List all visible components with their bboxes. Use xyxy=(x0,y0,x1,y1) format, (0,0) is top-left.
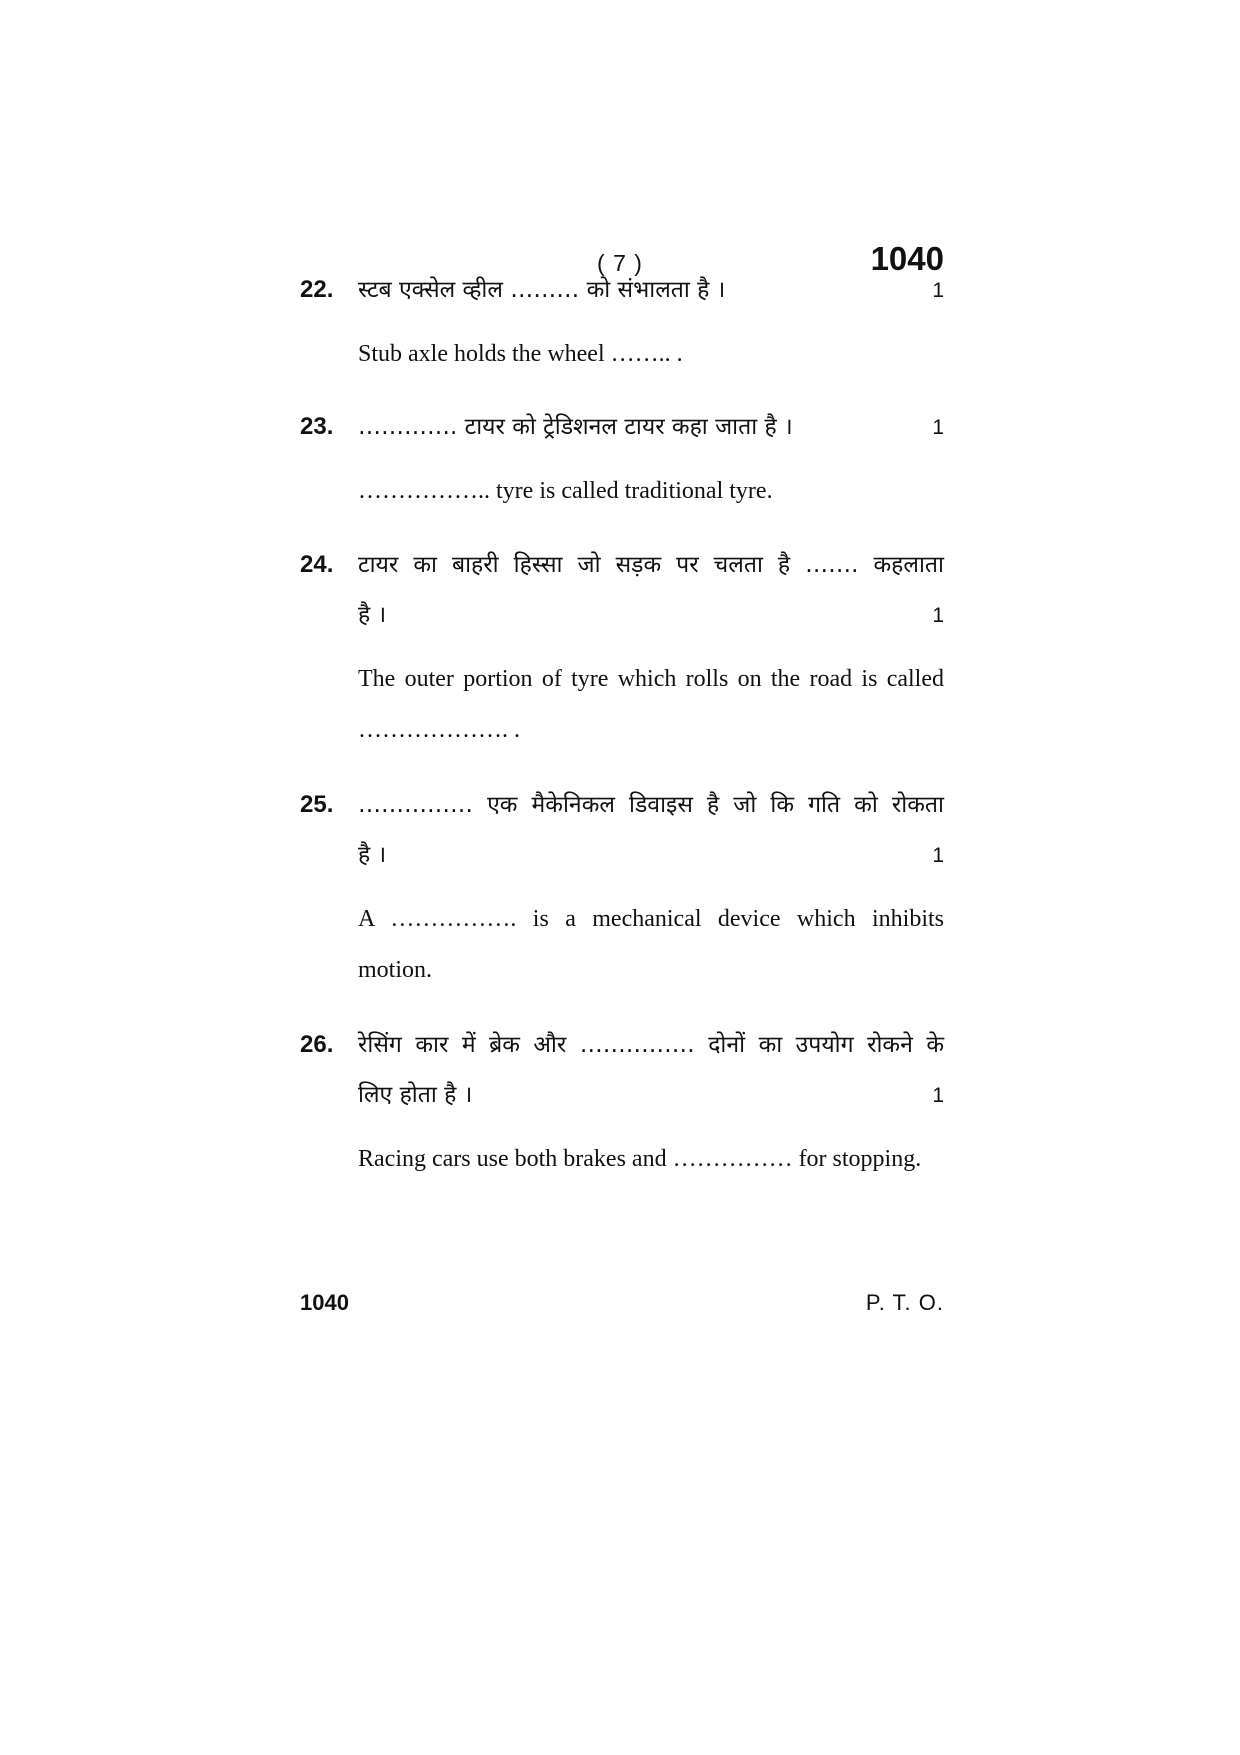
question-hindi-line: टायर का बाहरी हिस्सा जो सड़क पर चलता है ……. कहलाता xyxy=(358,552,944,578)
question-hindi-line: स्टब एक्सेल व्हील ……… को संभालता है । xyxy=(358,277,726,303)
question-number: 22. xyxy=(300,276,334,303)
question-number: 25. xyxy=(300,791,334,818)
question-english: A ……………. is a mechanical device which inhibits motion. xyxy=(358,906,944,983)
question-number: 26. xyxy=(300,1031,334,1058)
question-hindi-line: रेसिंग कार में ब्रेक और …………… दोनों का उपयोग रोकने के xyxy=(358,1032,944,1058)
question-hindi-line: लिए होता है । xyxy=(358,1082,473,1108)
question-hindi-line: …………… एक मैकेनिकल डिवाइस है जो कि गति को रोकता xyxy=(358,792,944,818)
question-hindi-line: …………. टायर को ट्रेडिशनल टायर कहा जाता है । xyxy=(358,414,793,440)
question-number: 24. xyxy=(300,551,334,578)
question-marks: 1 xyxy=(932,279,944,302)
pto-label: P. T. O. xyxy=(865,1290,944,1315)
question-hindi-line: है । xyxy=(358,842,387,868)
question-marks: 1 xyxy=(932,1084,944,1107)
paper-code-header: 1040 xyxy=(870,240,944,277)
question-english: Stub axle holds the wheel …….. . xyxy=(358,341,683,367)
question-marks: 1 xyxy=(932,416,944,439)
page-number: ( 7 ) xyxy=(597,250,643,276)
question-english: …………….. tyre is called traditional tyre. xyxy=(358,478,773,504)
question-english: Racing cars use both brakes and …………… for stopping. xyxy=(358,1146,922,1172)
paper-code-footer: 1040 xyxy=(300,1290,349,1315)
question-english: The outer portion of tyre which rolls on the road is called ………………. . xyxy=(358,666,944,743)
question-marks: 1 xyxy=(932,844,944,867)
question-hindi-line: है । xyxy=(358,602,387,628)
question-marks: 1 xyxy=(932,604,944,627)
question-number: 23. xyxy=(300,413,334,440)
